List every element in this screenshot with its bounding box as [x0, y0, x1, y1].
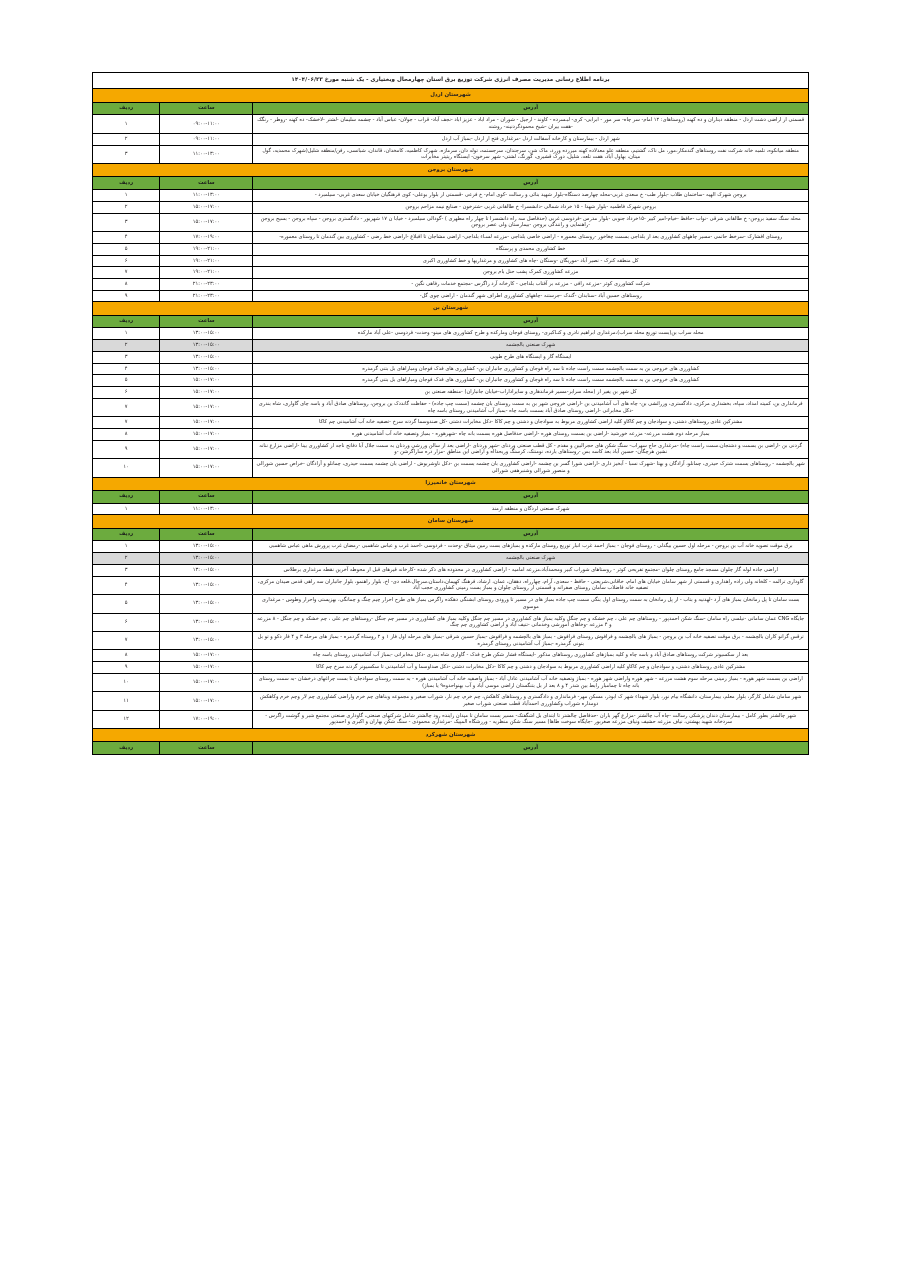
outage-hour: ۰۹:۰۰-۱۱:۰۰ — [160, 133, 253, 145]
outage-hour: ۱۳:۰۰-۱۵:۰۰ — [160, 595, 253, 613]
table-row — [93, 201, 809, 213]
table-row — [93, 328, 809, 340]
city-header-row — [93, 302, 809, 315]
outage-address: شهر اردل - بیمارستان و کارخانه آسفالت اردل -مرغداری فتح از اردل -بمباژ آب اردل — [253, 133, 809, 145]
outage-address: فرمانداری بن، کمیته امداد، سپاه، بخشداری مرکزی، دادگستری، وزرائشی بن- چاه های آب آشامیدنی بن -اراضی خروجی شهر بن به سمت روستای بان چشمه (سمت چپ جاده) - حفاظت گانددک بن بروجن، روستاهای صادق آباد و باسه چای گاواری، شاه بندری -دکل مخابراتی -اراضی روستای صادق آباد بسمت باسه چاه -بمباژ آب آشامیدنی روستای باسه چاه — [253, 398, 809, 416]
column-header-row-number: ردیف — [93, 528, 160, 541]
row-number: ۶ — [93, 613, 160, 631]
outage-address: قسمتی از اراضی دشت اردل - منطقه دیناران و ده کهنه (روستاهای: ۱۲ امام- سر چاه- سر مور - ابرابی- کری- لبـسرده - کاوند - ارجیل - شوران - مراد اباد - عزیز اباد -نجف آباد- قراب - جولان- عباس آباد - چشمه سلیمان -لشتر -لاخشک- ده کهنه -زوطر - رنگک -هفت بیران -شیخ محمودگردنینه- روشنه — [253, 115, 809, 133]
row-number: ۷ — [93, 267, 160, 279]
row-number: ۹ — [93, 662, 160, 674]
outage-address: برق موقت تصویه خانه آب بن بروجن - مرحله اول حسین بیگدلی - روستای فوجان - بمباژ احمد غرب انبار توزیع روستای مارکده و بمباژهای بست زمین میثاق -وحدت - فردوسی -احمد غرب و عباس شاهمبی -رمضان غرب پرورش ماهی عباس شاهمبی — [253, 541, 809, 553]
outage-hour: ۱۱:۰۰-۱۳:۰۰ — [160, 503, 253, 515]
outage-hour: ۱۳:۰۰-۱۵:۰۰ — [160, 340, 253, 352]
row-number: ۲ — [93, 201, 160, 213]
table-row — [93, 190, 809, 202]
outage-hour: ۱۵:۰۰-۱۷:۰۰ — [160, 459, 253, 477]
row-number: ۳ — [93, 145, 160, 163]
city-name: شهرستان بن — [93, 302, 809, 315]
outage-address: محله سنگ سفید بروجن- خ طالقانی شرقی -نواب -حافظ -خیام-امیر کبیر -۱۵خرداد جنوبی -بلوار مدرس -فردوسی غربی (حدفاصل سه راه دانشسرا تا چهار راه مطهری ) -گودالی سیلمبرد - خیابا ن ۱۷ شهریور - دادگستری بروجن - سپاه بروجن - بسیج بروجن -راهنمایی و رانندگی بروجن -بیمارستان ولی عصر بروجن — [253, 213, 809, 231]
row-number: ۵ — [93, 243, 160, 255]
table-row — [93, 255, 809, 267]
column-header-row — [93, 528, 809, 541]
row-number: ۲ — [93, 133, 160, 145]
table-row — [93, 553, 809, 565]
row-number: ۱ — [93, 503, 160, 515]
outage-hour: ۱۳:۰۰-۱۵:۰۰ — [160, 328, 253, 340]
outage-hour: ۱۷:۰۰-۱۹:۰۰ — [160, 232, 253, 244]
row-number: ۵ — [93, 375, 160, 387]
city-header-row — [93, 515, 809, 528]
row-number: ۱۱ — [93, 692, 160, 710]
city-name: شهرستان بروجن — [93, 164, 809, 177]
table-row — [93, 595, 809, 613]
table-row — [93, 115, 809, 133]
table-row — [93, 363, 809, 375]
column-header-row-number: ردیف — [93, 490, 160, 503]
row-number: ۱۰ — [93, 673, 160, 691]
row-number: ۳ — [93, 213, 160, 231]
outage-address: ترقس گرانو کاران بالچشمه - برق موقت تصفیه خانه آب بن بروجن - بمباژ های بالچشمه و فرافوش روستای فرافوش - بمباژ های بالچشمه و فرافوش -بمباژ حسین شرقی -بمباژ های مرحله اول فاز ۱ و ۲ روستاه گردمره - بمباژ های مرحله ۳ و ۴ فاز دکو و تو بل بتونی گرمدره -بمباژ آب آشامیدنی روستای گرمدره — [253, 631, 809, 649]
outage-address: روستای افشارک -سرخط حاتمی -مسیر چاههای کشاورزی بعد از بلداجی بسمت چغاخور -روستای معموره - اراضی خاصی بلداجی -مزرعه لسـاء بلداجی- اراضی مشاجان تا افبلاغ -اراضی خط رضی - کشاورزی بین گندمان تا روستای معموره- — [253, 232, 809, 244]
column-header-hour: ساعت — [160, 177, 253, 190]
outage-address: منطقه میانکوه، تلمبه خانه شرکت نفت روستاهای گندمکار،مور، مل ناک، گشتیم، منطقه علو معدلاده کهنه میرزده وزرد، ماک شن، سرجندان، سرجستمه، توله دان، سرماژه، شهرک کاظمیه، کامخدان، قاندان، شبانسی، رفن/منطقه شلیل(شهرک محمدیه، گول میتان، بهاول آباد، هفت تلعه، شلیل، دورک قشیری، گوزنگ، لشتی- شهر سرخون- ایستگاه ریتیتر مخابرات — [253, 145, 809, 163]
column-header-row — [93, 177, 809, 190]
row-number: ۹ — [93, 290, 160, 302]
outage-address: خط کشاورزی محمدی و پرستگاه — [253, 243, 809, 255]
column-header-address: آدرس — [253, 528, 809, 541]
table-row — [93, 133, 809, 145]
row-number: ۱۲ — [93, 710, 160, 728]
table-row — [93, 428, 809, 440]
outage-address: کل شهر بن یفیر از (محله سرابر-مسیر فرماندهاری و سایراداراب-خیابان جانباران) -منطقه صنعتی بن — [253, 387, 809, 399]
outage-address: بمباژ مرحله دوم هشت مرزعه- مزرعه خورشید -اراضی بن بسمت روستای هوره -اراضی حدفاصل هوره بسمت بانه چاه -شهرهوره - بمباژ وتصفیه خانه آب آشامیدنی هوره — [253, 428, 809, 440]
table-row — [93, 340, 809, 352]
outage-hour: ۱۳:۰۰-۱۵:۰۰ — [160, 553, 253, 565]
city-name: شهرستان اردل — [93, 89, 809, 102]
row-number: ۳ — [93, 564, 160, 576]
outage-address: ایستگاه گاز و ایستگاه های طرح طوبی — [253, 351, 809, 363]
outage-address: شهر چالشتر بطور کامل - بیمارستان دندان پزشکی رسالت -چاه آب چالشتر -مزارع گهر باران -حدفاصل چالشتر تا ابتدای بل اشگفتک- مسیر بست سامان تا میدان زاینده رود چالشتر شامل شرکتهای صنعتی، گاوداری صنعتی مجتمع شبر و گوشت زاگرس - سردخانه شهید بهشتی، نیاف مزرعه حشیف ونیاف مزرعه صغربور -جایگاه سوخت طاها) مسیر سنگ شکن منظریه - ورزشگاه المپیک -مرغداری محمودی - سنگ شکن بهاران و اکبری و احمدپور — [253, 710, 809, 728]
outage-address: مشترکین عادی روستاهای دشتی، و سوادجان و چم کاکاو کلیه اراضی کشاورزی مربوط به سوادجان و دشتی و چم کاکا -دکل مخابرات دشتی -دکل صداوسما و آب آشامیدنی تا سکسیونر گردنه سرخ چم کاکا — [253, 662, 809, 674]
outage-hour: ۱۵:۰۰-۱۷:۰۰ — [160, 662, 253, 674]
table-row — [93, 710, 809, 728]
outage-address: بروجن شهرک فاطمیه -بلوار شهدا - ۱۵ خرداد شمالی -دانشسرا- خ طالقانی غربی -شترخون - صنایع نیمه مزاحم بروجن — [253, 201, 809, 213]
row-number: ۶ — [93, 255, 160, 267]
row-number: ۴ — [93, 232, 160, 244]
column-header-address: آدرس — [253, 490, 809, 503]
table-row — [93, 613, 809, 631]
outage-hour: ۱۹:۰۰-۲۱:۰۰ — [160, 243, 253, 255]
column-header-address: آدرس — [253, 315, 809, 328]
row-number: ۷ — [93, 631, 160, 649]
row-number: ۷ — [93, 417, 160, 429]
outage-address: کل منطقه کنرک - نصیر آباد -موریگان -وستگان -چاه های کشاورزی و مرغداریها و خط کشاورزی اکبری — [253, 255, 809, 267]
row-number: ۱ — [93, 328, 160, 340]
outage-hour: ۱۵:۰۰-۱۷:۰۰ — [160, 440, 253, 458]
row-number: ۱۰ — [93, 459, 160, 477]
outage-hour: ۱۳:۰۰-۱۵:۰۰ — [160, 631, 253, 649]
row-number: ۱ — [93, 541, 160, 553]
table-row — [93, 440, 809, 458]
city-name: شهرستان سامان — [93, 515, 809, 528]
outage-address: محله سراب بن(بست توزیع محله سراب)،مرغداری ابراهیم نادری و کنـاکبری- روستای فوجان ومارکده و طرح کشاورزی های مینو- وحدت- فردوسی -علی آباد مارکده — [253, 328, 809, 340]
outage-hour: ۱۳:۰۰-۱۵:۰۰ — [160, 351, 253, 363]
city-name: شهرستان خانمیرزا — [93, 477, 809, 490]
table-row — [93, 673, 809, 691]
outage-address: کشاورزی های خروجی بن به سمت بالچشمه سمت راست جاده تا سه راه فوجان و کشاورزی جانباران بن- کشاورزی های فدک فوجان ومبازاهای بل بتنی گرمدره — [253, 363, 809, 375]
city-header-row — [93, 729, 809, 742]
table-row — [93, 576, 809, 594]
outage-address: روستاهای حسین آباد -سنابدان -گندک -جرستنه -چاههای کشاورزی اطراف شهر گندمان - اراضی چوی گل- — [253, 290, 809, 302]
row-number: ۲ — [93, 340, 160, 352]
outage-hour: ۱۵:۰۰-۱۷:۰۰ — [160, 650, 253, 662]
column-header-row — [93, 742, 809, 755]
row-number: ۸ — [93, 428, 160, 440]
table-row — [93, 662, 809, 674]
table-row — [93, 145, 809, 163]
table-row — [93, 503, 809, 515]
outage-hour: ۲۱:۰۰-۲۳:۰۰ — [160, 290, 253, 302]
outage-address: گردنی بن -اراضی بن بسمت و دشتجان،سمت راست چاه) -مرغداری حاج سهراب- سنگ شکن های حجرالبین و مفدم - کل قطب صنعتی وردنای -شهر وردنای -اراضی بعد از سالن ورزشی وردنان به سمت جلال آبا دفاتح ناجه از کشاورزی بینا -اراضی مزارع ننانه نشین هرچگان- حسین آباد بعد کاسه بس -روستاهای بازده، نومنتک، کرسنگ وریحدااه و اراضی این مناطق -مزار دره ساراگرشن -و — [253, 440, 809, 458]
outage-hour: ۱۷:۰۰-۱۹:۰۰ — [160, 710, 253, 728]
table-row — [93, 387, 809, 399]
city-header-row — [93, 477, 809, 490]
column-header-address: آدرس — [253, 177, 809, 190]
outage-address: شرکت کشاورزی کوثر -مزرعه زافی - مزرعه بر آفتاب بلداجی - کارخانه آرد زاگرس -مجتمع خدمات رفاهی نگین - — [253, 278, 809, 290]
city-name: شهرستان شهرکرد — [93, 729, 809, 742]
row-number: ۷ — [93, 398, 160, 416]
outage-hour: ۱۵:۰۰-۱۷:۰۰ — [160, 213, 253, 231]
schedule-body — [93, 73, 809, 755]
city-header-row — [93, 89, 809, 102]
outage-hour: ۱۵:۰۰-۱۷:۰۰ — [160, 387, 253, 399]
table-row — [93, 290, 809, 302]
row-number: ۳ — [93, 351, 160, 363]
row-number: ۹ — [93, 440, 160, 458]
outage-hour: ۱۵:۰۰-۱۷:۰۰ — [160, 673, 253, 691]
column-header-hour: ساعت — [160, 102, 253, 115]
page-title: برنامه اطلاع رسانی مدیریت مصرف انرژی شرکت توزیع برق استان چهارمحال وبختیاری - یک شنبه مورخ ۱۴۰۴/۰۶/۲۳ — [93, 73, 809, 89]
outage-address: اراضی جاده لوله گاز چلوان مسجد جامع روستای چلوان -مجتمع تفریحی کوثر - روستاهای شوراب کبیر ومحمدآباد،مزرعه امامیه - اراضی کشاورزی در محدوده های ذکر شده -کارخانه قیرهای قبل از محوطه آخرین نقطه مرغداری برطلاس — [253, 564, 809, 576]
table-row — [93, 541, 809, 553]
outage-hour: ۱۵:۰۰-۱۷:۰۰ — [160, 201, 253, 213]
table-row — [93, 351, 809, 363]
table-row — [93, 564, 809, 576]
outage-hour: ۱۳:۰۰-۱۵:۰۰ — [160, 363, 253, 375]
outage-hour: ۱۱:۰۰-۱۳:۰۰ — [160, 190, 253, 202]
row-number: ۵ — [93, 595, 160, 613]
table-row — [93, 417, 809, 429]
row-number: ۱ — [93, 190, 160, 202]
column-header-hour: ساعت — [160, 490, 253, 503]
column-header-row — [93, 102, 809, 115]
table-row — [93, 232, 809, 244]
outage-hour: ۱۹:۰۰-۲۱:۰۰ — [160, 255, 253, 267]
outage-address: شهر بالچشمه - روستاهای بسمت شترک حیدری، چمانلو، آزادگان و بهتا -شهرک نسبا - آبخیز داری -اراضی شورا گسر بن چشمه -اراضی کشاورزی بان چشمه بسمت بن -دکل ناوشربوش - اراضی بان چشمه بسمت حیدری، چمانلو و آزادگان -خراص حسین شورالی و منصور شورالی وشنبرهفی شورالی — [253, 459, 809, 477]
column-header-row-number: ردیف — [93, 177, 160, 190]
outage-hour: ۱۵:۰۰-۱۷:۰۰ — [160, 375, 253, 387]
column-header-row-number: ردیف — [93, 742, 160, 755]
column-header-row-number: ردیف — [93, 102, 160, 115]
column-header-hour: ساعت — [160, 315, 253, 328]
row-number: ۶ — [93, 387, 160, 399]
column-header-hour: ساعت — [160, 528, 253, 541]
table-row — [93, 398, 809, 416]
outage-hour: ۱۵:۰۰-۱۷:۰۰ — [160, 398, 253, 416]
outage-hour: ۱۵:۰۰-۱۷:۰۰ — [160, 692, 253, 710]
outage-address: بست سامان تا پل زمانخان بمباژ های آرد -لهدنیه و بتاب - از پل زمانخان به سمت روستای اول بنگی سمت چپ جاده بمباژ های در مسیر تا ورودی روستای ابشنگی دهکده زاگرس بمباژ های طرح احرار چیم چنگ و چمانگی، بهزیستی واحرار وطوس - مرغداری موسوی — [253, 595, 809, 613]
outage-hour: ۱۳:۰۰-۱۵:۰۰ — [160, 613, 253, 631]
outage-address: شهرک صنعتی بالچشمه — [253, 553, 809, 565]
table-row — [93, 650, 809, 662]
row-number: ۸ — [93, 650, 160, 662]
table-row — [93, 243, 809, 255]
row-number: ۲ — [93, 553, 160, 565]
row-number: ۴ — [93, 363, 160, 375]
outage-hour: ۱۱:۰۰-۱۳:۰۰ — [160, 145, 253, 163]
table-row — [93, 278, 809, 290]
outage-address: مزرعه کشاورزی کمرک پشب حنل بام بروجن — [253, 267, 809, 279]
outage-schedule-table — [92, 72, 809, 755]
outage-address: شهرک صنعتی بالجشمه — [253, 340, 809, 352]
outage-hour: ۲۱:۰۰-۲۳:۰۰ — [160, 278, 253, 290]
outage-address: اراضی بن بسمت شهر هوره - بمباژ زمینی مرحله سوم هشت مرزعه - شهر هوره واراضی شهر هوره - بمباژ وتصفیه خانه آب آشامیدنی عادل آباد - بمباژ واصفیه خانه آب آشامیدنی هوره - به سمت روستای سوادجان تا بست چراغهای درخشان -به سمت روستای بانه چاه تا چمامباز رابط بین شدر ۴ و ۸ بعد از بل بتنگستان اراضی موسی آباد و آب بهنواحدوه۹ یا بمباژ) — [253, 673, 809, 691]
outage-address: شهرک صنعتی لردگان و منطقه ارمند — [253, 503, 809, 515]
outage-address: مشترکین عادی روستاهای دشتی، و سوادجان و چم کاکاو کلیه اراضی کشاورزی مربوط به سوادجان و دشتی و چم کاکا -دکل مخابرات دشتی -کل صندوسما گردنه سرخ -تصفیه خانه آب آشامیدنی چم کاکا — [253, 417, 809, 429]
outage-hour: ۱۵:۰۰-۱۷:۰۰ — [160, 428, 253, 440]
table-row — [93, 213, 809, 231]
row-number: ۴ — [93, 576, 160, 594]
table-row — [93, 631, 809, 649]
document-title-row — [93, 73, 809, 89]
outage-hour: ۱۵:۰۰-۱۷:۰۰ — [160, 417, 253, 429]
column-header-row — [93, 315, 809, 328]
outage-hour: ۱۹:۰۰-۲۱:۰۰ — [160, 267, 253, 279]
table-row — [93, 267, 809, 279]
column-header-row-number: ردیف — [93, 315, 160, 328]
outage-hour: ۱۳:۰۰-۱۵:۰۰ — [160, 541, 253, 553]
table-row — [93, 459, 809, 477]
outage-hour: ۱۳:۰۰-۱۵:۰۰ — [160, 576, 253, 594]
outage-address: گاوداری ترالمه - کلخانه ولی زاده راهداری و قسمتی از شهر سامان خیابان های امام، خاقانی،شریعتی - حافظ - سعدی، آرام، چهارراه، دهقان، عمان، ارشاد، فرهنگ کهیمان،داستان،سرچال،قلعه دی- اخ، بلوار راهنمو، بلوار جانباران سه راهی قدس صیدان مرکزی، تصفیه خانه فاضلاب سامان روستای صفرانه و قسمتی از روستای چلوان و بمباژ بست زمینی کشاورزی حجب آباد — [253, 576, 809, 594]
column-header-address: آدرس — [253, 102, 809, 115]
outage-address: بروجن شهرک الهیه -ساختمان طلاب -بلوار طب- خ سعدی غربی-محله چهارصد دستگاه-بلوار شهید بنائی و رسالت -کوی امام- خ فرعی -قسمتی از بلوار بوعلی- کوی فرهنگیان خیابان سعدی غربی- سیلمبرد - — [253, 190, 809, 202]
column-header-row — [93, 490, 809, 503]
outage-address: بعد از سکسیونر شرکت روستاهای صادق آباد و باسه چاه و کلیه بمباژهای کشاورزی روستاهای مذکور -ایستگاه فشار شکن طرح فدک - گاواری شاه بندری -دکل مخابراتی -بمباژ آب آشامیدنی روستای باسه چاه — [253, 650, 809, 662]
table-row — [93, 375, 809, 387]
outage-hour: ۰۹:۰۰-۱۱:۰۰ — [160, 115, 253, 133]
outage-address: جایگاه CNG عمان سامانی -نیلسی راه سامان -سنگ شکن احمدپور - روستاهای چم علی ، چم خشکه و چم جنگل وکلیه بمباژ های کشاورزی در مسیر چم جنگل وکلیه بمباژ های کشاورزی در مسیر چم جنگل -روستاهای چم علی ، چم خشکه و چم جنگل - ۸ مزرعه و ۴ مزرعه -وخاهای آموزشی وخدماتی -تنیف آباد و اراضی کشاورزی چم چنگ — [253, 613, 809, 631]
outage-address: کشاورزی های خروجی بن به سمت بالچشمه سمت راست جاده تا سه راه فوجان و کشاورزی جانباران بن- کشاورزی های فدک فوجان ومبازاهای بل بتنی گرمدره — [253, 375, 809, 387]
outage-address: شهر سامان شامل کارگر، بلوار معلم، بیمارستان، دانشگاه بیام نور، بلوار شهداء شهر ک ابوذر، مسکن مهر- فرمانداری و دادگستری و روستاهای کاهکش، چم خرم، چم نار، شوراب صغیر و مجموعه وبناهای چم خرم واراضی کشاورزی چم لار وچم خرم وکاهکش دومداره شوراب وکشاورزی احمدآباد قطب صنعتی شوراب صغیر — [253, 692, 809, 710]
table-row — [93, 692, 809, 710]
column-header-address: آدرس — [253, 742, 809, 755]
row-number: ۸ — [93, 278, 160, 290]
column-header-hour: ساعت — [160, 742, 253, 755]
city-header-row — [93, 164, 809, 177]
row-number: ۱ — [93, 115, 160, 133]
outage-hour: ۱۳:۰۰-۱۵:۰۰ — [160, 564, 253, 576]
